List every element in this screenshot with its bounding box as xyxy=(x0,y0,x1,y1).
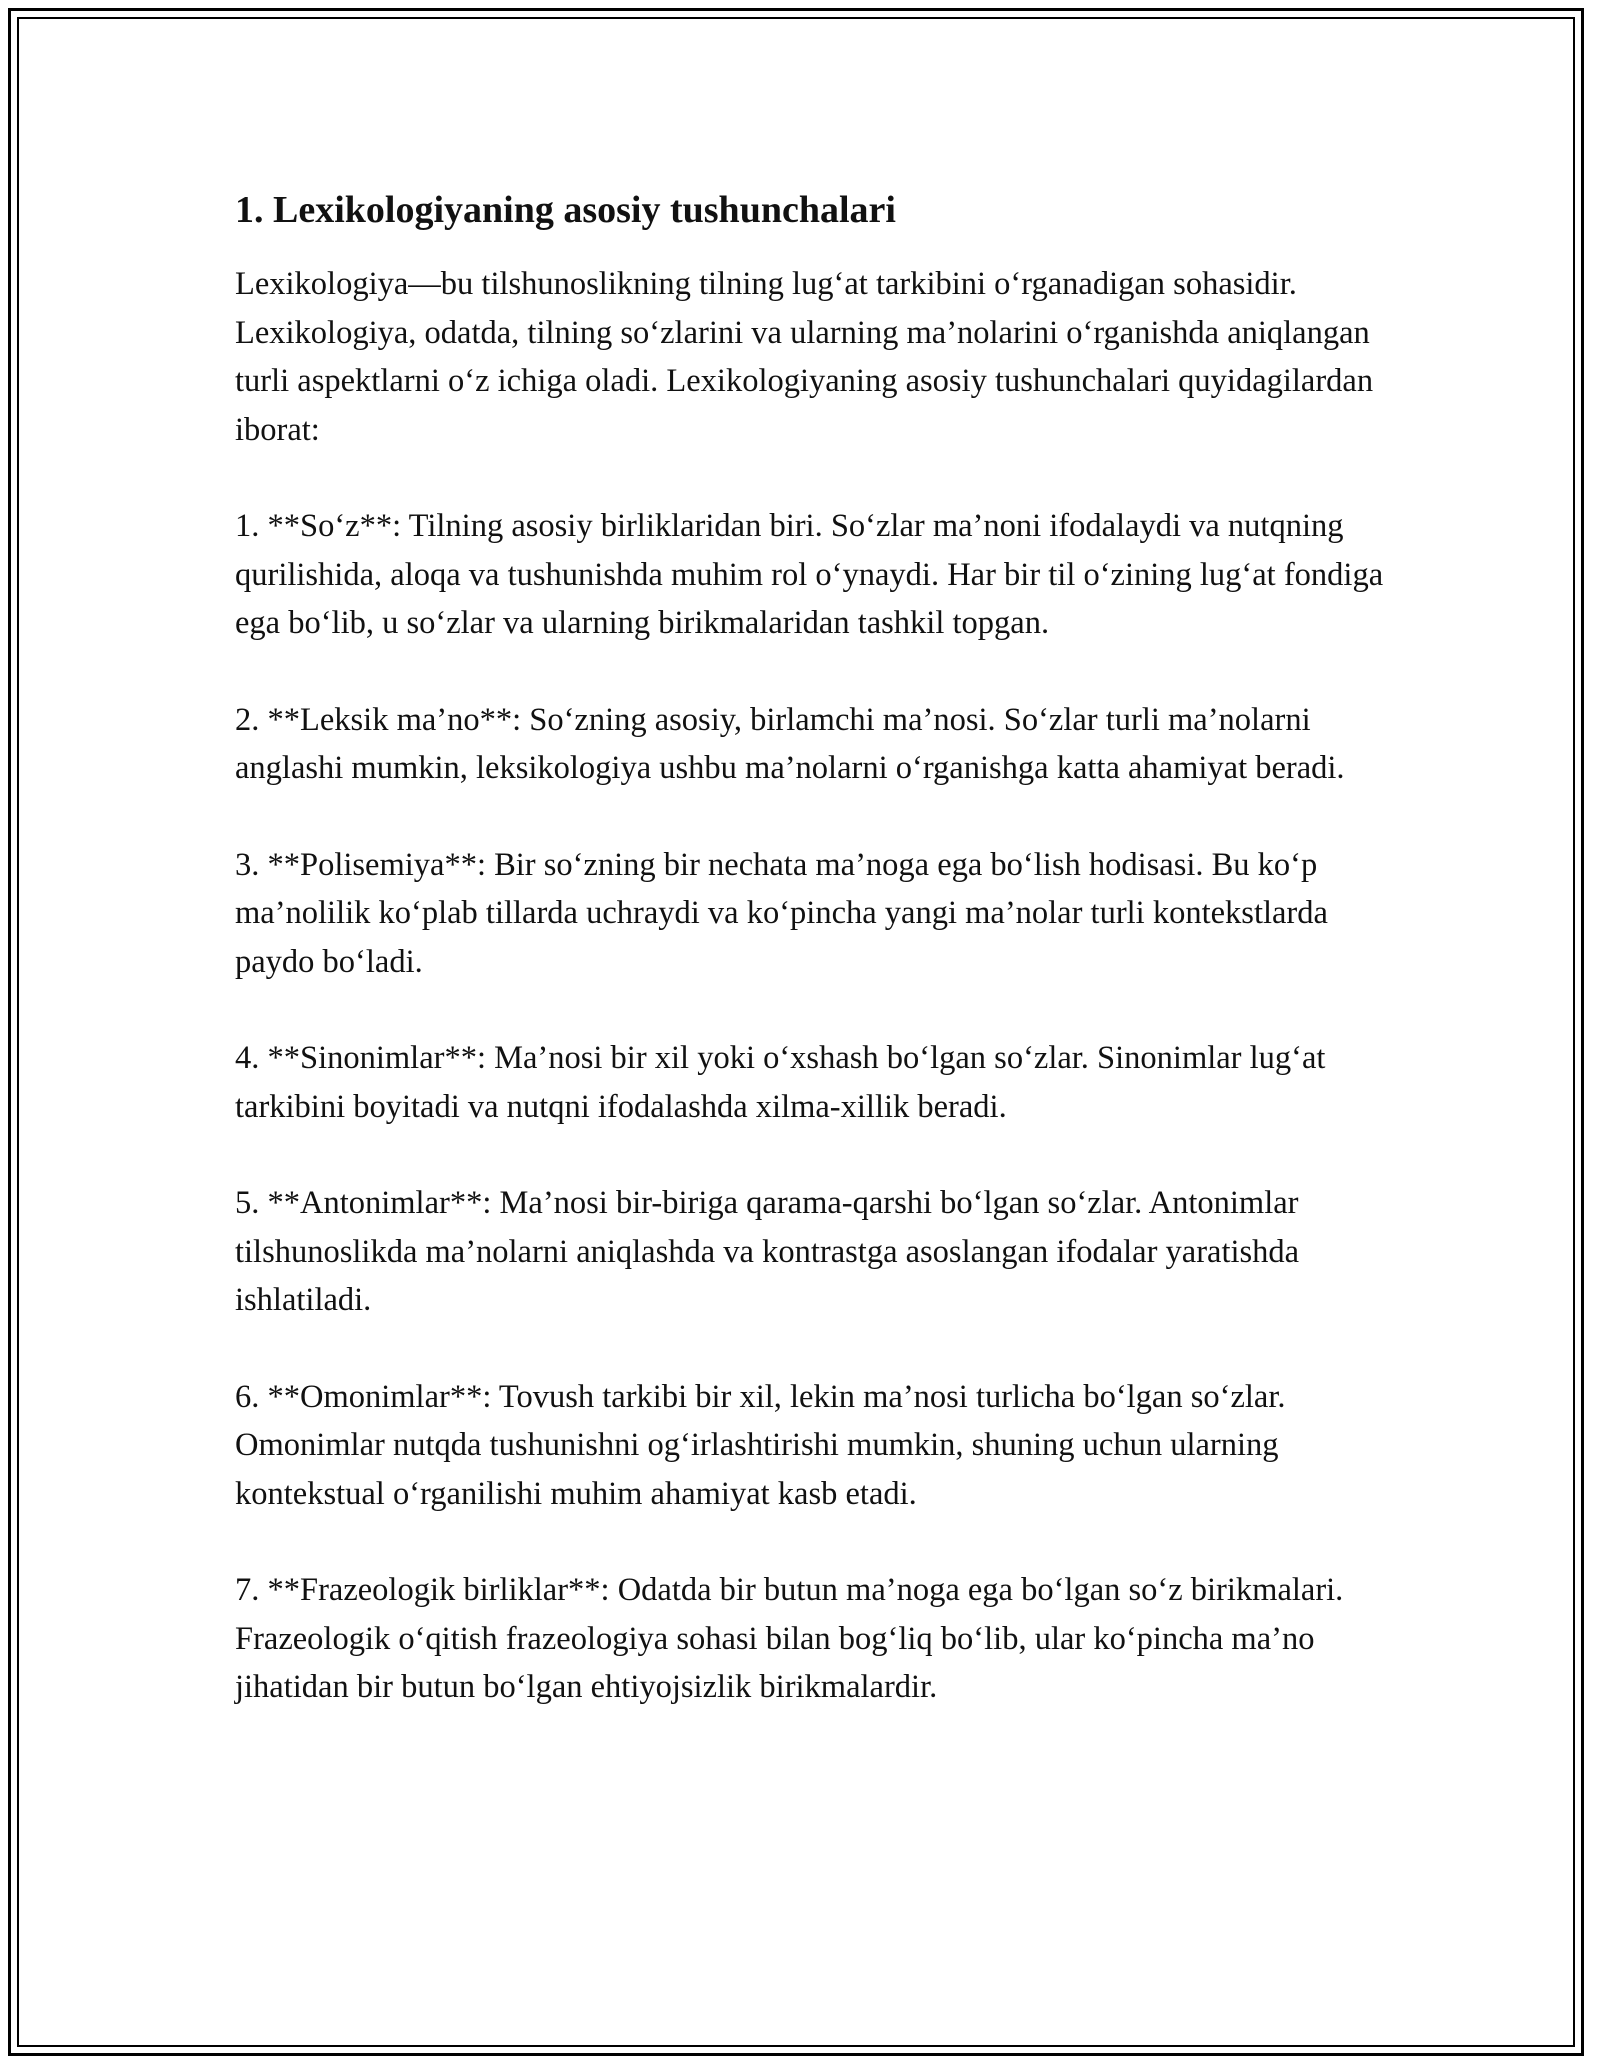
list-item: 1. **So‘z**: Tilning asosiy birliklaridan biri. So‘zlar ma’noni ifodalaydi va nutqning qurilishida, aloqa va tushunishda muhim rol o‘ynaydi. Har bir til o‘zining lug‘at fondiga ega bo‘lib, u so‘zlar va ularning birikmalaridan tashkil topgan. xyxy=(235,508,1384,641)
list-item: 3. **Polisemiya**: Bir so‘zning bir nechata ma’noga ega bo‘lish hodisasi. Bu ko‘p ma’nolilik ko‘plab tillarda uchraydi va ko‘pincha yangi ma’nolar turli kontekstlarda paydo bo‘ladi. xyxy=(235,846,1328,980)
list-item: 7. **Frazeologik birliklar**: Odatda bir butun ma’noga ega bo‘lgan so‘z birikmalari. Frazeologik o‘qitish frazeologiya sohasi bilan bog‘liq bo‘lib, ular ko‘pincha ma’no jihatidan bir butun bo‘lgan ehtiyojsizlik birikmalardir. xyxy=(235,1572,1344,1705)
document-body xyxy=(235,186,1385,1760)
document-title: 1. Lexikologiyaning asosiy tushunchalari xyxy=(235,189,896,231)
list-item: 5. **Antonimlar**: Ma’nosi bir-biriga qarama-qarshi bo‘lgan so‘zlar. Antonimlar tilshunoslikda ma’nolarni aniqlashda va kontrastga asoslangan ifodalar yaratishda ishlatiladi. xyxy=(235,1185,1300,1318)
list-item: 4. **Sinonimlar**: Ma’nosi bir xil yoki o‘xshash bo‘lgan so‘zlar. Sinonimlar lug‘at tarkibini boyitadi va nutqni ifodalashda xilma-xillik beradi. xyxy=(235,1040,1326,1125)
list-item: 2. **Leksik ma’no**: So‘zning asosiy, birlamchi ma’nosi. So‘zlar turli ma’nolarni anglashi mumkin, leksikologiya ushbu ma’nolarni o‘rganishga katta ahamiyat beradi. xyxy=(235,701,1345,786)
list-item: 6. **Omonimlar**: Tovush tarkibi bir xil, lekin ma’nosi turlicha bo‘lgan so‘zlar. Omonimlar nutqda tushunishni og‘irlashtirishi mumkin, shuning uchun ularning kontekstual o‘rganilishi muhim ahamiyat kasb etadi. xyxy=(235,1378,1286,1512)
intro-paragraph: Lexikologiya—bu tilshunoslikning tilning lug‘at tarkibini o‘rganadigan sohasidir. Lexikologiya, odatda, tilning so‘zlarini va ularning ma’nolarini o‘rganishda aniqlangan turli aspektlarni o‘z ichiga oladi. Lexikologiyaning asosiy tushunchalari quyidagilardan iborat: xyxy=(235,266,1374,448)
